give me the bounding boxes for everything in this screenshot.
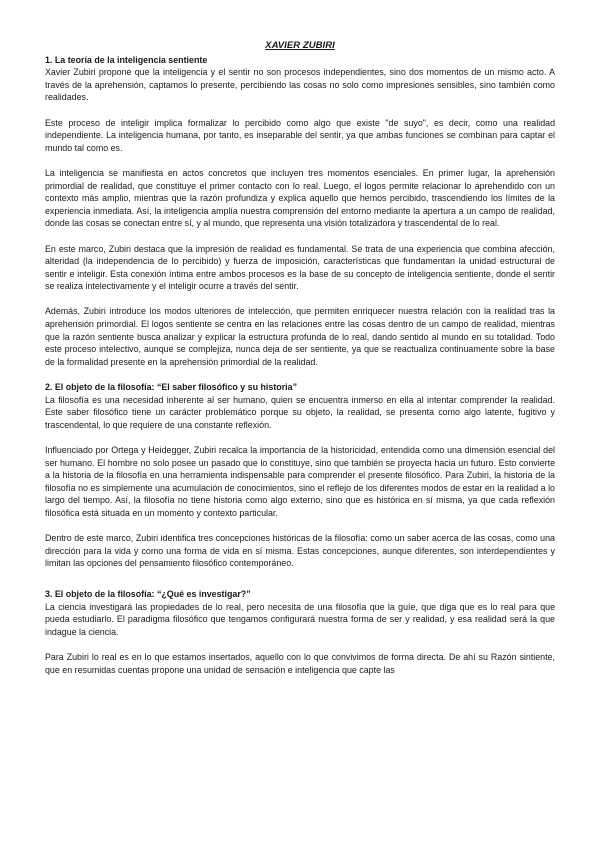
section-heading: 3. El objeto de la filosofía: “¿Qué es investigar?”: [45, 588, 251, 599]
paragraph: Dentro de este marco, Zubiri identifica tres concepciones históricas de la filosofía: como un saber acerca de las cosas, como una dirección para la vida y como una forma de vida en sí misma. Estas concepciones, aunque diferentes, son interdependientes y limitan las opciones del pensamiento filosófico contemporáneo.: [45, 533, 555, 569]
paragraph: Para Zubiri lo real es en lo que estamos insertados, aquello con lo que convivimos de forma directa. De ahí su Razón sintiente, que en resumidas cuentas propone una unidad de sensación e inteligencia que capte las: [45, 651, 555, 675]
document-title: XAVIER ZUBIRI: [265, 40, 335, 51]
paragraph: Este proceso de inteligir implica formalizar lo percibido como algo que existe "de suyo", es decir, como una realidad independiente. La inteligencia humana, por tanto, es inseparable del sentir, ya que ambas funciones se combinan para captar el mundo tal como es.: [45, 117, 555, 153]
paragraph: Xavier Zubiri propone que la inteligencia y el sentir no son procesos independientes, sino dos momentos de un mismo acto. A través de la aprehensión, captamos lo presente, percibiendo las cosas no solo como impresiones sensibles, sino también como realidades.: [45, 67, 555, 103]
document-page: [45, 40, 555, 676]
paragraph: Además, Zubiri introduce los modos ulteriores de intelección, que permiten enriquecer nuestra relación con la realidad tras la aprehensión primordial. El logos sentiente se centra en las relaciones entre las cosas dentro de un campo de realidad, mientras que la razón sentiente busca analizar y explicar la estructura profunda de lo real, dando sentido al mundo en su totalidad. Todo este proceso intelectivo, aunque se complejiza, nunca deja de ser sentiente, ya que se reactualiza continuamente sobre la base de la formalidad presente en la aprehensión primordial de la realidad.: [45, 306, 555, 367]
paragraph: La ciencia investigará las propiedades de lo real, pero necesita de una filosofía que la guíe, que diga que es lo real para que pueda estudiarlo. El paradigma filosófico que tengamos configurará nuestra forma de ser y realidad, y esa realidad será la que indague la ciencia.: [45, 601, 555, 637]
section-heading: 1. La teoría de la inteligencia sentiente: [45, 54, 208, 65]
paragraph: La inteligencia se manifiesta en actos concretos que incluyen tres momentos esenciales. En primer lugar, la aprehensión primordial de realidad, que constituye el primer contacto con lo real. Luego, el logos permite relacionar lo aprehendido con un contexto más amplio, mientras que la razón profundiza y explica aquello que hemos percibido, trascendiendo los límites de la experiencia inmediata. Así, la inteligencia amplía nuestra comprensión del entorno mediante la apertura a un campo de realidad, donde las cosas se conectan entre sí, y al mundo, que representa una visión totalizadora y trascendental de lo real.: [45, 167, 555, 229]
paragraph: En este marco, Zubiri destaca que la impresión de realidad es fundamental. Se trata de una experiencia que combina afección, alteridad (la independencia de lo percibido) y fuerza de imposición, características que fundamentan la unidad estructural de sentir e inteligir. Esta conexión íntima entre ambos procesos es la base de su concepto de inteligencia sentiente, donde el sentir se realiza intelectivamente y el inteligir ocurre a través del sentir.: [45, 243, 555, 292]
paragraph: Influenciado por Ortega y Heidegger, Zubiri recalca la importancia de la historicidad, entendida como una dimensión esencial del ser humano. El hombre no solo posee un pasado que lo constituye, sino que también se proyecta hacia un futuro. Esto convierte a la historia de la filosofía en una herramienta indispensable para comprender el presente filosófico. Para Zubiri, la historia de la filosofía no es simplemente una acumulación de conocimientos, sino el reflejo de los diferentes modos de estar en la realidad a lo largo del tiempo. Así, la filosofía no tiene historia como algo externo, sino que es histórica en sí misma, ya que cada reflexión filosófica está situada en un momento y contexto particular.: [45, 445, 555, 518]
section-heading: 2. El objeto de la filosofía: “El saber filosófico y su historia”: [45, 382, 298, 393]
paragraph: La filosofía es una necesidad inherente al ser humano, quien se encuentra inmerso en ella al intentar comprender la realidad. Este saber filosófico tiene un carácter problemático porque su objeto, la realidad, se presenta como algo latente, fugitivo y trascendental, lo que requiere de una constante reflexión.: [45, 394, 555, 430]
